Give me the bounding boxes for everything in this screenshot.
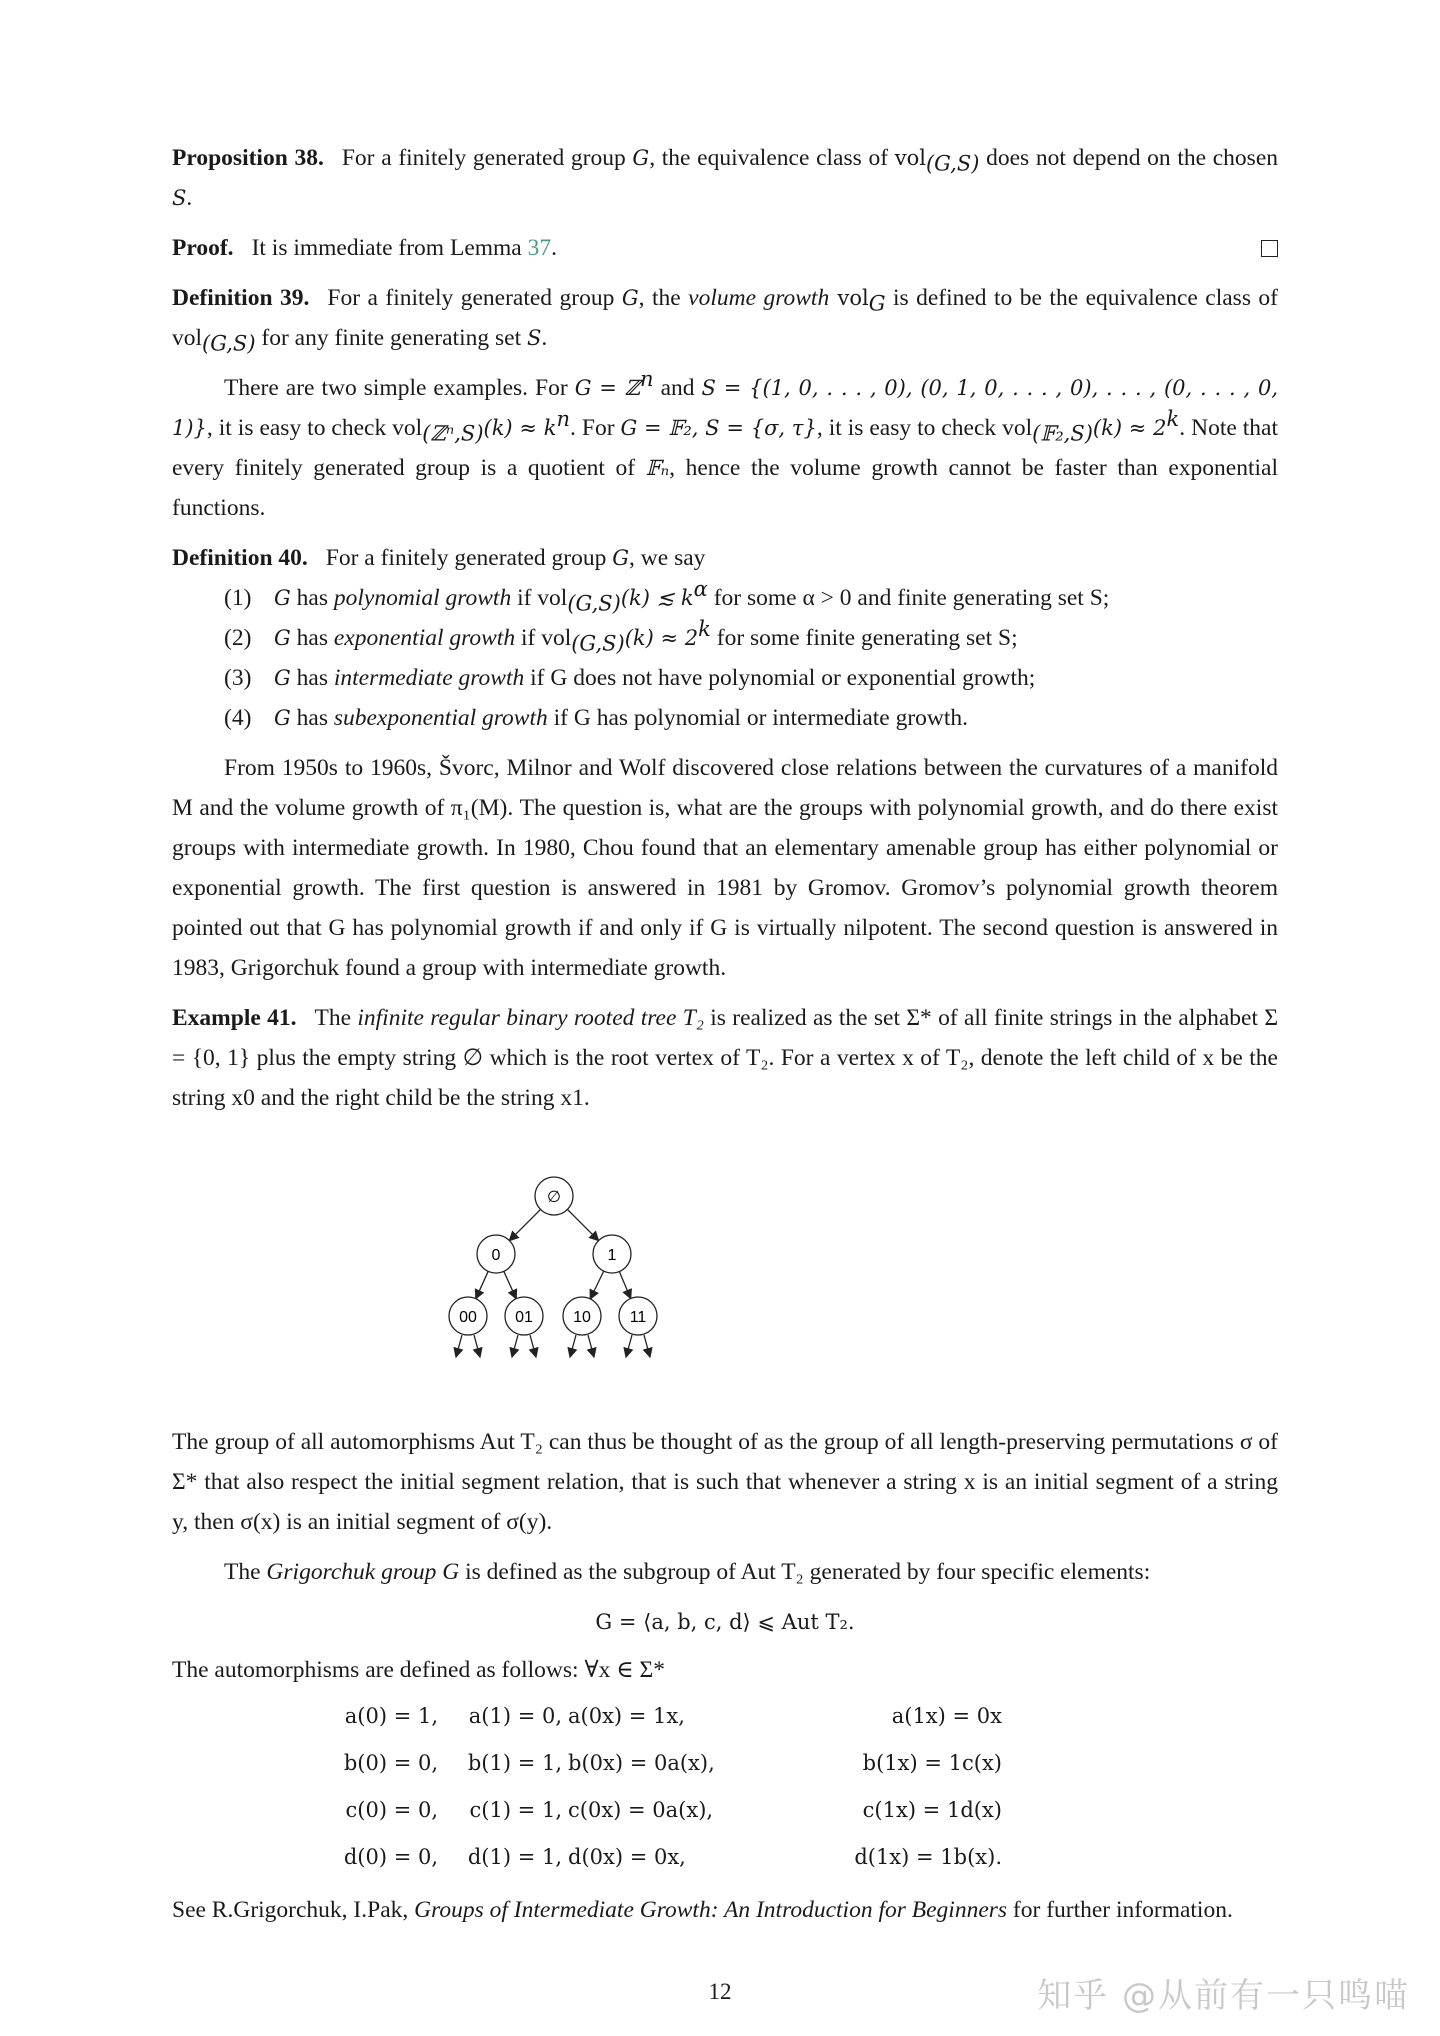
tree-node-label: 01: [515, 1309, 533, 1326]
definition-cell: c(1) = 1,: [469, 1798, 562, 1822]
growth-definition-list: [172, 578, 1278, 738]
definition-label: Definition 40.: [172, 545, 308, 571]
item-number: (3): [224, 665, 252, 691]
definition-cell: d(1) = 1,: [467, 1845, 562, 1869]
tree-edge-arrow: [619, 1272, 630, 1299]
tree-leaf-arrow: [570, 1335, 576, 1357]
tree-leaf-arrow: [456, 1335, 462, 1357]
definition-cell: a(0) = 1,: [344, 1704, 438, 1728]
definition-row: [172, 1790, 1278, 1837]
binary-tree-diagram: [172, 1132, 1278, 1402]
definition-label: Definition 39.: [172, 285, 310, 311]
tree-edge-arrow: [504, 1271, 516, 1298]
item-number: (2): [224, 625, 252, 651]
tree-leaf-arrow: [588, 1335, 594, 1357]
definition-row: [172, 1743, 1278, 1790]
proposition-38: Proposition 38. For a finitely generated group G, the equivalence class of vol$_{(G,S)}$ does not depend on the chosen S.: [172, 145, 1279, 211]
definition-cell: c(0x) = 0a(x),: [568, 1798, 714, 1822]
definition-item: (1) G has polynomial growth if vol$_{(G,S)}$(k) ≲ $k^\alpha$ for some α > 0 and finite generating set S;: [172, 578, 1278, 618]
definition-item: (3) G has intermediate growth if G does not have polynomial or exponential growth;: [172, 658, 1278, 698]
definition-cell: a(0x) = 1x,: [568, 1704, 685, 1728]
automorphism-paragraph: The group of all automorphisms Aut T₂ can thus be thought of as the group of all length-preserving permutations σ of Σ* that also respect the initial segment relation, that is such that whenever a string x is an initial segment of a string y, then σ(x) is an initial segment of σ(y).: [172, 1429, 1278, 1535]
proof-label: Proof.: [172, 235, 234, 261]
tree-leaf-arrow: [512, 1335, 518, 1357]
definition-cell: b(0) = 0,: [343, 1751, 438, 1775]
definition-cell: b(1x) = 1c(x): [862, 1751, 1002, 1775]
tree-node-label: ∅: [547, 1189, 561, 1206]
definition-40: Definition 40. For a finitely generated group G, we say (1) G has polynomial growth if vol$_{(G,S)}$(k) ≲ $k^\alpha$ for some α > 0 and finite generating set S; (2) G has exponential growth if $vol_{(G,S)}(k) \approx 2^k$ for some finite generating set S; (3) G has intermediate growth if G does not have polynomial or exponential growth; (4) G has subexponential growth if G has polynomial or intermediate growth.: [172, 538, 1278, 738]
page-body: [172, 138, 1278, 1930]
definition-cell: c(0) = 0,: [345, 1798, 438, 1822]
definition-39: Definition 39. For a finitely generated group G, the volume growth vol$_G$ is defined to be the equivalence class of vol$_{(G,S)}$ for any finite generating set S.: [172, 285, 1279, 356]
tree-node-label: 0: [491, 1247, 501, 1264]
automorphisms-intro: The automorphisms are defined as follows: ∀x ∈ Σ*: [172, 1657, 665, 1683]
definition-cell: b(0x) = 0a(x),: [568, 1751, 715, 1775]
tree-leaf-arrow: [474, 1335, 480, 1357]
page-number: 12: [708, 1979, 732, 2004]
grigorchuk-group-equation: G = ⟨a, b, c, d⟩ ⩽ Aut T₂.: [595, 1610, 855, 1634]
grigorchuk-paragraph: The Grigorchuk group G is defined as the subgroup of Aut T₂ generated by four specific elements:: [224, 1559, 1151, 1585]
automorphism-definitions: [172, 1696, 1278, 1884]
definition-item: (4) G has subexponential growth if G has polynomial or intermediate growth.: [172, 698, 1278, 738]
item-number: (4): [224, 705, 252, 731]
tree-edge-arrow: [509, 1209, 540, 1240]
binary-tree-figure: [172, 1132, 1278, 1402]
definition-cell: c(1x) = 1d(x): [862, 1798, 1002, 1822]
definition-cell: a(1) = 0,: [468, 1704, 562, 1728]
tree-edge-arrow: [567, 1209, 598, 1240]
definition-cell: b(1) = 1,: [467, 1751, 562, 1775]
tree-node-label: 1: [607, 1247, 617, 1264]
definition-cell: d(0) = 0,: [343, 1845, 438, 1869]
see-reference: See R.Grigorchuk, I.Pak, Groups of Intermediate Growth: An Introduction for Beginners for further information.: [172, 1897, 1233, 1923]
item-number: (1): [224, 585, 252, 611]
definition-row: [172, 1837, 1278, 1884]
definition-cell: d(1x) = 1b(x).: [854, 1845, 1002, 1869]
tree-node-label: 00: [459, 1309, 477, 1326]
examples-paragraph: There are two simple examples. For G = ℤ$^n$ and S = {(1, 0, . . . , 0), (0, 1, 0, . . . , 0), . . . , (0, . . . , 0, 1)}, it is easy to check $vol_{(ℤ^n,S)}(k) \approx k^n$. For G = 𝔽₂, S = {σ, τ}, it is easy to check $vol_{(𝔽_2,S)}(k) \approx 2^k$. Note that every finitely generated group is a quotient of 𝔽ₙ, hence the volume growth cannot be faster than exponential functions.: [172, 367, 1279, 521]
example-41: Example 41. The infinite regular binary rooted tree T₂ is realized as the set Σ* of all finite strings in the alphabet Σ = {0, 1} plus the empty string ∅ which is the root vertex of T₂. For a vertex x of T₂, denote the left child of x be the string x0 and the right child be the string x1.: [172, 1005, 1278, 1111]
tree-edge-arrow: [476, 1271, 488, 1298]
history-paragraph: From 1950s to 1960s, Švorc, Milnor and Wolf discovered close relations between the curvatures of a manifold M and the volume growth of π₁(M). The question is, what are the groups with polynomial growth, and do there exist groups with intermediate growth. In 1980, Chou found that an elementary amenable group has either polynomial or exponential growth. The first question is answered in 1981 by Gromov. Gromov’s polynomial growth theorem pointed out that G has polynomial growth if and only if G is virtually nilpotent. The second question is answered in 1983, Grigorchuk found a group with intermediate growth.: [172, 755, 1278, 981]
proof: Proof. It is immediate from Lemma 37.: [172, 228, 1278, 268]
tree-edge-arrow: [590, 1271, 603, 1299]
lemma-reference-link[interactable]: 37: [527, 235, 552, 261]
definition-cell: a(1x) = 0x: [891, 1704, 1002, 1728]
example-label: Example 41.: [172, 1005, 297, 1031]
definition-item: (2) G has exponential growth if $vol_{(G,S)}(k) \approx 2^k$ for some finite generating set S;: [172, 618, 1278, 658]
definition-cell: d(0x) = 0x,: [568, 1845, 686, 1869]
tree-leaf-arrow: [530, 1335, 536, 1357]
tree-node-label: 10: [573, 1309, 591, 1326]
qed-square-icon: [1261, 240, 1278, 257]
watermark: 知乎 @从前有一只鸣喵: [1037, 1976, 1410, 2016]
tree-node-label: 11: [629, 1309, 647, 1326]
tree-leaf-arrow: [626, 1335, 632, 1357]
definition-row: [172, 1696, 1278, 1743]
proposition-label: Proposition 38.: [172, 145, 324, 171]
tree-leaf-arrow: [644, 1335, 650, 1357]
